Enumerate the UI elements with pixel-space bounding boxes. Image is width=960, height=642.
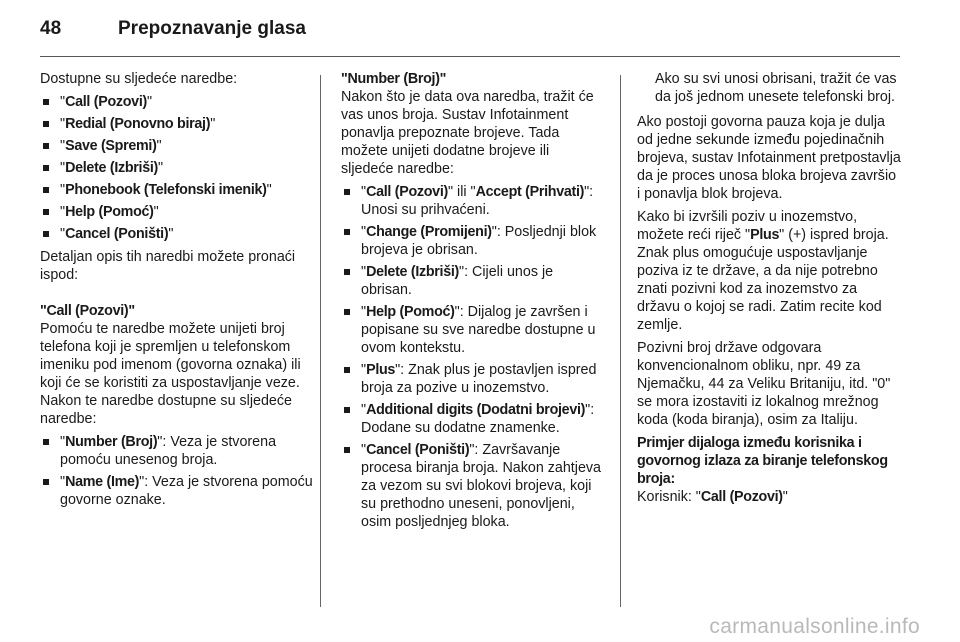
commands-intro: Dostupne su sljedeće naredbe: [40, 71, 238, 87]
paragraph-international [637, 208, 903, 334]
command-name: Save (Spremi) [65, 138, 157, 154]
command-connector: " ili " [447, 184, 476, 200]
list-item: "Name (Ime)": Veza je stvorena pomoću govorne oznake. [40, 473, 320, 509]
list-item: "Delete (Izbriši)": Cijeli unos je obrisan. [341, 263, 603, 299]
command-name: Help (Pomoć) [65, 204, 154, 220]
column-divider-left [320, 75, 321, 607]
command-name: Delete (Izbriši) [366, 264, 459, 280]
command-description: : Posljednji blok brojeva je obrisan. [361, 224, 597, 258]
watermark: carmanualsonline.info [709, 615, 920, 638]
command-description: : Znak plus je postavljen ispred broja za pozive u inozemstvo. [361, 362, 597, 396]
text-run: " [782, 489, 788, 505]
list-item: "Phonebook (Telefonski imenik)" [40, 181, 320, 199]
paragraph-pause: Ako postoji govorna pauza koja je dulja od jedne sekunde između pojedinačnih brojeva, sustav Infotainment pretpostavlja da je proces unosa bloka brojeva završio i ponavlja blok brojeva. [637, 114, 901, 202]
text-run: Korisnik: " [637, 489, 701, 505]
call-description: Pomoću te naredbe možete unijeti broj telefona koji je spremljen u telefonskom imeniku pod imenom (govorna oznaka) ili koji će se koristiti za uspostavljanje veze. Nakon te naredbe dostupne su sljedeće naredbe: [40, 321, 301, 427]
command-name: Number (Broj) [65, 434, 158, 450]
continuation-text: Ako su svi unosi obrisani, tražit će vas da još jednom unesete telefonski broj. [655, 71, 897, 105]
list-item: "Call (Pozovi)" [40, 93, 320, 111]
column-3 [637, 70, 903, 511]
list-item: "Cancel (Poništi)": Završavanje procesa biranja broja. Nakon zahtjeva za vezom su svi blokovi brojeva, koji su prethodno uneseni, ponovljeni, osim posljednjeg bloka. [341, 441, 603, 531]
list-item: "Additional digits (Dodatni brojevi)": Dodane su dodatne znamenke. [341, 401, 603, 437]
paragraph-country-code: Pozivni broj države odgovara konvencionalnom obliku, npr. 49 za Njemačku, 44 za Veliku Britaniju, itd. "0" se mora izostaviti iz lokalnog mrežnog koda (koda biranja), osim za Italiju. [637, 340, 891, 428]
command-description: : Veza je stvorena pomoću unesenog broja. [60, 434, 277, 468]
command-name: Delete (Izbriši) [65, 160, 158, 176]
command-description: ": Unosi su prihvaćeni. [361, 184, 594, 218]
command-name: Accept (Prihvati) [475, 184, 585, 200]
list-item: "Number (Broj)": Veza je stvorena pomoću unesenog broja. [40, 433, 320, 469]
command-description: : Dijalog je završen i popisane su sve naredbe dostupne u ovom kontekstu. [361, 304, 596, 356]
page-header [40, 18, 306, 48]
text-run: Kako bi izvršili poziv u inozemstvo, možete reći riječ " [637, 209, 858, 243]
list-item: "Change (Promijeni)": Posljednji blok brojeva je obrisan. [341, 223, 603, 259]
command-name: Cancel (Poništi) [65, 226, 169, 242]
command-name: Help (Pomoć) [366, 304, 455, 320]
text-run: " (+) ispred broja. Znak plus omogućuje uspostavljanje poziva iz te države, a da nije potrebno znati pozivni kod za inozemstvo za državu o kojoj se radi. Zatim recite kod zemlje. [637, 227, 889, 333]
command-name: Additional digits (Dodatni brojevi) [366, 402, 586, 418]
list-item: "Cancel (Poništi)" [40, 225, 320, 243]
command-name: Call (Pozovi) [700, 489, 783, 505]
command-name: Redial (Ponovno biraj) [65, 116, 211, 132]
call-sub-list [40, 433, 320, 509]
command-description: : Dodane su dodatne znamenke. [361, 402, 595, 436]
command-description: : Cijeli unos je obrisan. [361, 264, 554, 298]
list-item: "Redial (Ponovno biraj)" [40, 115, 320, 133]
list-item: "Delete (Izbriši)" [40, 159, 320, 177]
command-description: : Veza je stvorena pomoću govorne oznake. [60, 474, 313, 508]
list-item: "Plus": Znak plus je postavljen ispred broja za pozive u inozemstvo. [341, 361, 603, 397]
list-item: "Help (Pomoć)" [40, 203, 320, 221]
command-name: Plus [366, 362, 396, 378]
page-number: 48 [40, 18, 62, 39]
section-heading-example: Primjer dijaloga između korisnika i govornog izlaza za biranje telefonskog broja: [637, 435, 888, 487]
command-name: Name (Ime) [65, 474, 140, 490]
command-name: Call (Pozovi) [65, 94, 147, 110]
number-command-list [341, 183, 603, 531]
section-heading-number: "Number (Broj)" [341, 71, 447, 87]
command-list [40, 93, 320, 243]
number-description: Nakon što je data ova naredba, tražit će vas unos broja. Sustav Infotainment ponavlja prepoznate brojeve. Tada možete unijeti dodatne brojeve ili sljedeće naredbe: [341, 89, 594, 177]
list-item: "Save (Spremi)" [40, 137, 320, 155]
command-description: : Završavanje procesa biranja broja. Nakon zahtjeva za vezom su svi blokovi brojeva, koji su prethodno uneseni, ponovljeni, osim posljednjeg bloka. [361, 442, 602, 530]
section-heading-call: "Call (Pozovi)" [40, 303, 135, 319]
column-1 [40, 70, 320, 514]
column-divider-right [620, 75, 621, 607]
command-name: Change (Promijeni) [366, 224, 492, 240]
details-text: Detaljan opis tih naredbi možete pronaći ispod: [40, 249, 296, 283]
command-name: Plus [750, 227, 780, 243]
example-line [637, 488, 903, 506]
command-name: Cancel (Poništi) [366, 442, 470, 458]
command-name: Phonebook (Telefonski imenik) [65, 182, 267, 198]
list-item: "Help (Pomoć)": Dijalog je završen i popisane su sve naredbe dostupne u ovom kontekstu. [341, 303, 603, 357]
header-rule [40, 56, 900, 57]
list-item: "Call (Pozovi)" ili "Accept (Prihvati)": Unosi su prihvaćeni. [341, 183, 603, 219]
column-2 [341, 70, 603, 536]
command-name: Call (Pozovi) [366, 184, 448, 200]
page-title: Prepoznavanje glasa [118, 18, 306, 39]
